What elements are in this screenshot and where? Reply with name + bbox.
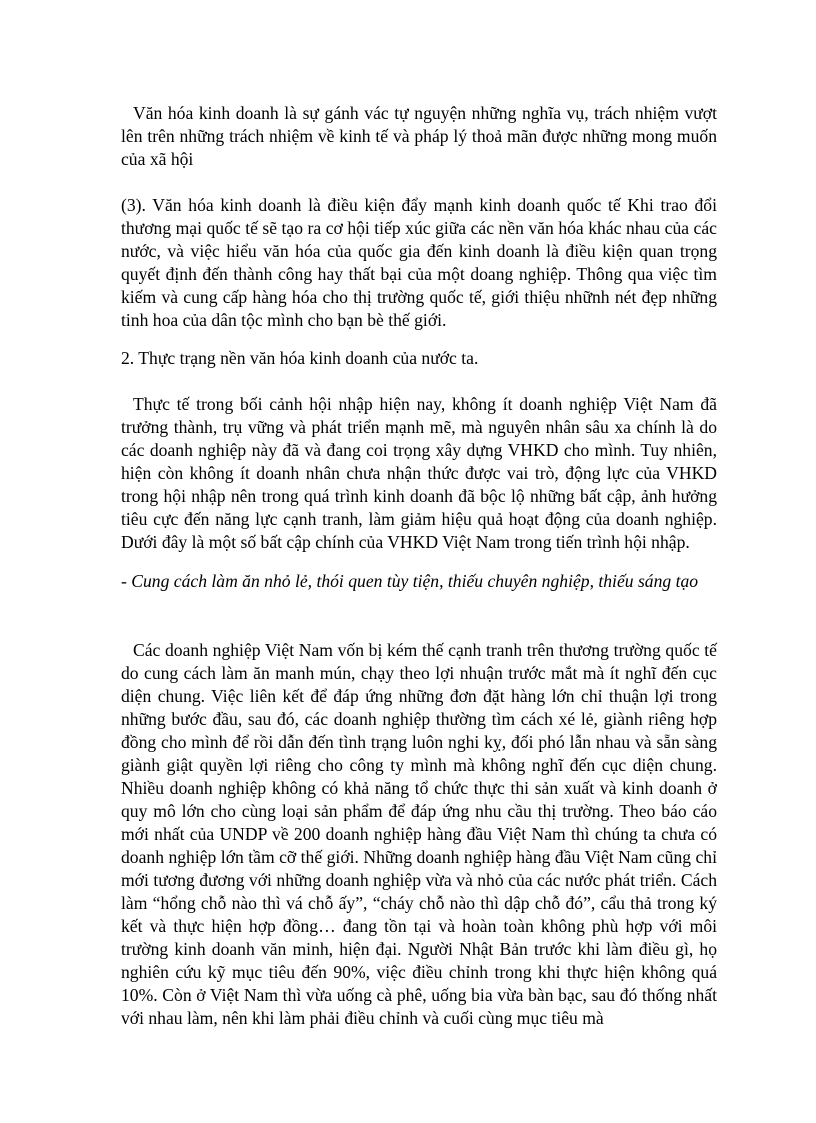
paragraph-current-situation: Thực tế trong bối cảnh hội nhập hiện nay, không ít doanh nghiệp Việt Nam đã trưởng thành, trụ vững và phát triển mạnh mẽ, mà nguyên nhân sâu xa chính là do các doanh nghiệp này đã và đang coi trọng xây dựng VHKD cho mình. Tuy nhiên, hiện còn không ít doanh nhân chưa nhận thức được vai trò, động lực của VHKD trong hội nhập nên trong quá trình kinh doanh đã bộc lộ những bất cập, ảnh hưởng tiêu cực đến năng lực cạnh tranh, làm giảm hiệu quả hoạt động của doanh nghiệp. Dưới đây là một số bất cập chính của VHKD Việt Nam trong tiến trình hội nhập. [121,394,717,552]
paragraph-business-culture-responsibility: Văn hóa kinh doanh là sự gánh vác tự nguyện những nghĩa vụ, trách nhiệm vượt lên trên những trách nhiệm về kinh tế và pháp lý thoả mãn được những mong muốn của xã hội [121,103,717,169]
section-heading-current-situation: 2. Thực trạng nền văn hóa kinh doanh của nước ta. [121,348,479,368]
italic-subheading-small-scale-business: - Cung cách làm ăn nhỏ lẻ, thói quen tùy tiện, thiếu chuyên nghiệp, thiếu sáng tạo [121,571,699,591]
paragraph-international-business: (3). Văn hóa kinh doanh là điều kiện đẩy mạnh kinh doanh quốc tế Khi trao đổi thương mại quốc tế sẽ tạo ra cơ hội tiếp xúc giữa các nền văn hóa khác nhau của các nước, và việc hiểu văn hóa của quốc gia đến kinh doanh là điều kiện quan trọng quyết định đến thành công hay thất bại của một doang nghiệp. Thông qua việc tìm kiếm và cung cấp hàng hóa cho thị trường quốc tế, giới thiệu nhữnh nét đẹp những tinh hoa của dân tộc mình cho bạn bè thế giới. [121,195,717,330]
paragraph-vietnamese-enterprises: Các doanh nghiệp Việt Nam vốn bị kém thế cạnh tranh trên thương trường quốc tế do cung cách làm ăn manh mún, chạy theo lợi nhuận trước mắt mà ít nghĩ đến cục diện chung. Việc liên kết để đáp ứng những đơn đặt hàng lớn chỉ thuận lợi trong những bước đầu, sau đó, các doanh nghiệp thường tìm cách xé lẻ, giành riêng hợp đồng cho mình để rồi dẫn đến tình trạng luôn nghi kỵ, đối phó lẫn nhau và sẵn sàng giành giật quyền lợi riêng cho công ty mình mà không nghĩ đến cục diện chung. Nhiều doanh nghiệp không có khả năng tổ chức thực thi sản xuất và kinh doanh ở quy mô lớn cho cùng loại sản phẩm để đáp ứng nhu cầu thị trường. Theo báo cáo mới nhất của UNDP về 200 doanh nghiệp hàng đầu Việt Nam thì chúng ta chưa có doanh nghiệp lớn tầm cỡ thế giới. Những doanh nghiệp hàng đầu Việt Nam cũng chỉ mới tương đương với những doanh nghiệp vừa và nhỏ của các nước phát triển. Cách làm “hổng chỗ nào thì vá chỗ ấy”, “cháy chỗ nào thì dập chỗ đó”, cẩu thả trong ký kết và thực hiện hợp đồng… đang tồn tại và hoàn toàn không phù hợp với môi trường kinh doanh văn minh, hiện đại. Người Nhật Bản trước khi làm điều gì, họ nghiên cứu kỹ mục tiêu đến 90%, việc điều chỉnh trong khi thực hiện không quá 10%. Còn ở Việt Nam thì vừa uống cà phê, uống bia vừa bàn bạc, sau đó thống nhất với nhau làm, nên khi làm phải điều chỉnh và cuối cùng mục tiêu mà [121,640,717,1028]
